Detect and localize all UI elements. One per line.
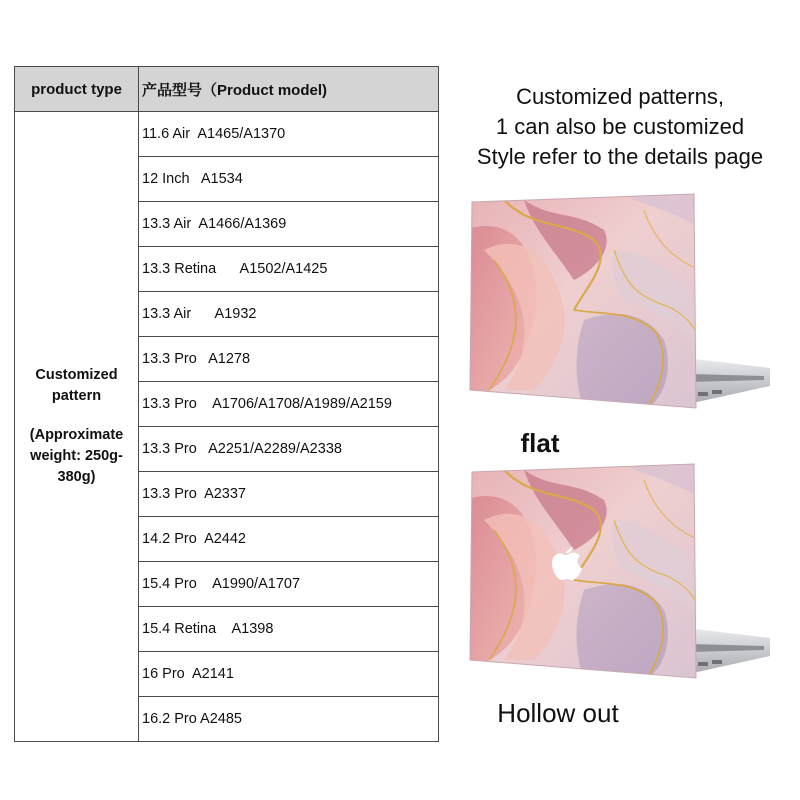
model-table: [14, 66, 439, 742]
model-cell: 16.2 Pro A2485: [139, 697, 439, 742]
model-cell: 13.3 Air A1466/A1369: [139, 202, 439, 247]
headline-line-3: Style refer to the details page: [476, 144, 764, 169]
caption-flat: flat: [520, 428, 560, 458]
model-cell: 13.3 Pro A1278: [139, 337, 439, 382]
model-cell: 12 Inch A1534: [139, 157, 439, 202]
model-cell: 11.6 Air A1465/A1370: [139, 112, 439, 157]
headline-line-1: Customized patterns,: [516, 84, 724, 109]
header-product-model: 产品型号（Product model): [139, 67, 439, 112]
laptop-flat-image: [464, 190, 774, 430]
marble-lid: [464, 190, 704, 410]
headline: [440, 82, 800, 172]
laptop-hollow-image: [464, 460, 774, 700]
model-cell: 13.3 Pro A1706/A1708/A1989/A2159: [139, 382, 439, 427]
model-cell: 15.4 Retina A1398: [139, 607, 439, 652]
header-product-type: product type: [15, 67, 139, 112]
model-cell: 14.2 Pro A2442: [139, 517, 439, 562]
pattern-cell: [15, 112, 139, 742]
marble-lid: [464, 460, 704, 680]
model-cell: 15.4 Pro A1990/A1707: [139, 562, 439, 607]
model-cell: 13.3 Pro A2251/A2289/A2338: [139, 427, 439, 472]
model-cell: 13.3 Retina A1502/A1425: [139, 247, 439, 292]
model-cell: 13.3 Air A1932: [139, 292, 439, 337]
caption-hollow: Hollow out: [497, 698, 619, 728]
table-header-row: [15, 67, 439, 112]
pattern-label: Customized pattern: [35, 367, 118, 404]
model-cell: 16 Pro A2141: [139, 652, 439, 697]
pattern-weight: (Approximate weight: 250g-380g): [29, 427, 124, 485]
headline-line-2: 1 can also be customized: [495, 114, 745, 139]
model-cell: 13.3 Pro A2337: [139, 472, 439, 517]
table-row: [15, 112, 439, 157]
